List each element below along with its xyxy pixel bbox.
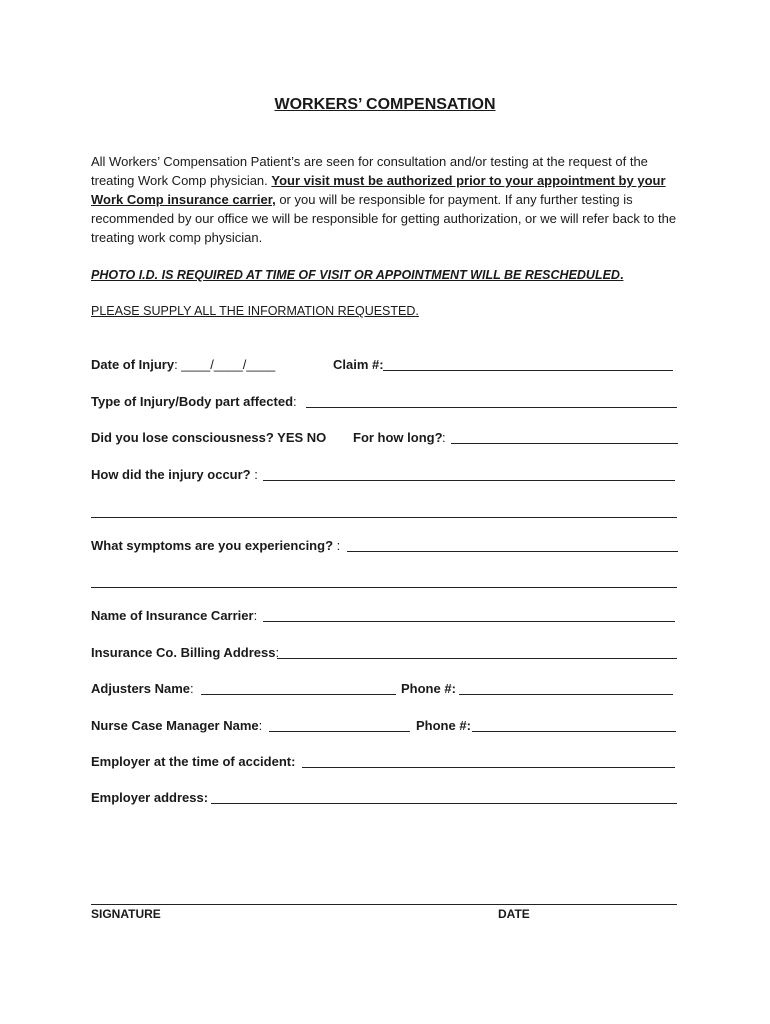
symptoms-label: What symptoms are you experiencing? [91,538,334,553]
injury-occur-row: How did the injury occur? : [91,466,679,484]
nurse-manager-row: Nurse Case Manager Name: Phone #: [91,717,679,735]
intro-paragraph [91,152,681,247]
employer-label: Employer at the time of accident: [91,754,296,769]
adjusters-name-field[interactable] [201,680,396,695]
photo-id-notice-text: PHOTO I.D. IS REQUIRED AT TIME OF VISIT OR APPOINTMENT WILL BE RESCHEDULED [91,268,620,282]
employer-address-label: Employer address: [91,790,209,805]
date-of-injury-field[interactable]: : ____/____/____ [174,357,276,372]
photo-id-notice-period: . [619,268,624,282]
page-title: WORKERS’ COMPENSATION [274,96,496,113]
date-of-injury-label: Date of Injury [91,357,175,372]
nurse-phone-field[interactable] [472,717,676,732]
adjuster-phone-field[interactable] [459,680,673,695]
insurance-carrier-row: Name of Insurance Carrier: [91,607,679,625]
employer-row [91,753,679,771]
intro-text-1: All Workers’ Compensation Patient’s are seen for consultation and/or testing at the request of the treating Work Comp physician. [91,154,648,188]
insurance-carrier-label: Name of Insurance Carrier [91,608,254,623]
intro-authorization-warning: Your visit must be authorized prior to your appointment by your Work Comp insurance carrier, [91,173,666,207]
injury-occur-label: How did the injury occur? [91,467,251,482]
supply-info-notice [91,304,419,318]
supply-info-notice-text: PLEASE SUPPLY ALL THE INFORMATION REQUESTED [91,304,416,318]
symptoms-field[interactable] [347,537,678,552]
billing-address-field[interactable] [277,644,677,659]
nurse-manager-label: Nurse Case Manager Name [91,718,259,733]
employer-field[interactable] [302,753,675,768]
injury-occur-field[interactable] [263,466,675,481]
signature-line[interactable] [91,904,677,905]
supply-info-notice-period: . [415,304,419,318]
claim-label: Claim #: [333,357,384,372]
adjusters-name-label: Adjusters Name [91,681,190,696]
consciousness-row: Did you lose consciousness? YES NO For how long? : [91,429,679,447]
nurse-manager-field[interactable] [269,717,410,732]
injury-type-row: Type of Injury/Body part affected: [91,393,679,411]
injury-type-field[interactable] [306,393,677,408]
adjuster-phone-label: Phone #: [401,681,456,696]
employer-address-row [91,789,679,807]
injury-occur-field-line-2[interactable] [91,517,677,518]
how-long-label: For how long? [353,430,443,445]
billing-address-label: Insurance Co. Billing Address [91,645,276,660]
how-long-field[interactable] [451,429,678,444]
photo-id-notice [91,268,623,282]
intro-text-2: or you will be responsible for payment. If any further testing is recommended by our office we will be responsible for getting authorization, or we will refer back to the treating work comp physician. [91,192,677,245]
claim-field[interactable] [383,356,673,371]
symptoms-field-line-2[interactable] [91,587,677,588]
employer-address-field[interactable] [211,789,677,804]
injury-type-label: Type of Injury/Body part affected [91,394,294,409]
lose-consciousness-label[interactable]: Did you lose consciousness? YES NO [91,430,327,445]
symptoms-row: What symptoms are you experiencing? : [91,537,679,555]
billing-address-row: Insurance Co. Billing Address: [91,644,679,662]
signature-label: SIGNATURE [91,907,161,921]
insurance-carrier-field[interactable] [263,607,675,622]
nurse-phone-label: Phone #: [416,718,471,733]
date-claim-row [91,356,679,374]
adjuster-row: Adjusters Name: Phone #: [91,680,679,698]
date-label: DATE [498,907,530,921]
